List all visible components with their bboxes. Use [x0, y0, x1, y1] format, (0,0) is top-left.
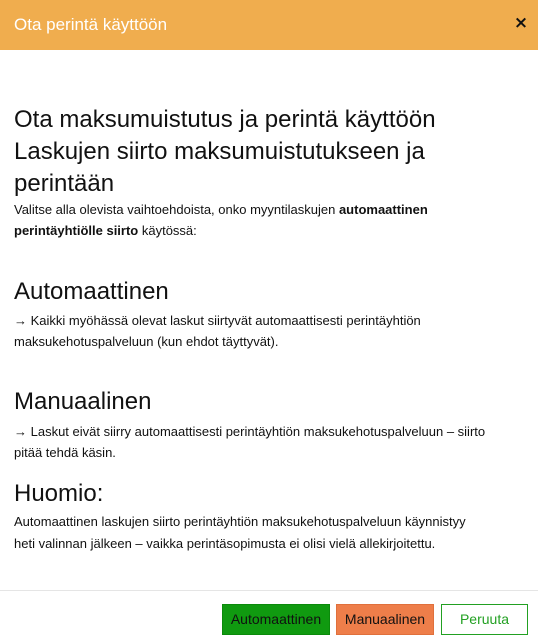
automatic-button[interactable]: Automaattinen	[222, 604, 330, 635]
cancel-button[interactable]: Peruuta	[441, 604, 528, 635]
footer-divider	[0, 590, 538, 591]
manual-description-line2: pitää tehdä käsin.	[14, 445, 116, 460]
dialog-header	[0, 0, 538, 50]
auto-heading: Automaattinen	[14, 278, 169, 305]
intro-text-post: käytössä:	[138, 223, 197, 238]
manual-heading: Manuaalinen	[14, 388, 152, 415]
intro-text-line2	[14, 220, 524, 241]
intro-text-pre: Valitse alla olevista vaihtoehdoista, onko myyntilaskujen	[14, 202, 339, 217]
note-text-line1: Automaattinen laskujen siirto perintäyhtiön maksukehotuspalveluun käynnistyy	[14, 514, 466, 529]
note-text-line2: heti valinnan jälkeen – vaikka perintäsopimusta ei olisi vielä allekirjoitettu.	[14, 536, 436, 551]
note-heading: Huomio:	[14, 480, 104, 507]
manual-description-line1: → Laskut eivät siirry automaattisesti perintäyhtiön maksukehotuspalveluun – siirto	[14, 424, 486, 439]
subtitle-line2: perintään	[14, 170, 115, 197]
intro-bold-transfer: perintäyhtiölle siirto	[14, 223, 139, 238]
auto-description-line2: maksukehotuspalveluun (kun ehdot täyttyvät).	[14, 334, 279, 349]
intro-text-line1	[14, 199, 524, 220]
manual-button[interactable]: Manuaalinen	[336, 604, 434, 635]
intro-bold-auto: automaattinen	[338, 202, 428, 217]
auto-description-line1: → Kaikki myöhässä olevat laskut siirtyvät automaattisesti perintäyhtiön	[14, 313, 421, 328]
subtitle-line1: Laskujen siirto maksumuistutukseen ja	[14, 138, 425, 165]
dialog-title: Ota perintä käyttöön	[14, 15, 168, 34]
page-title: Ota maksumuistutus ja perintä käyttöön	[14, 106, 436, 133]
close-icon[interactable]: ×	[513, 13, 529, 33]
